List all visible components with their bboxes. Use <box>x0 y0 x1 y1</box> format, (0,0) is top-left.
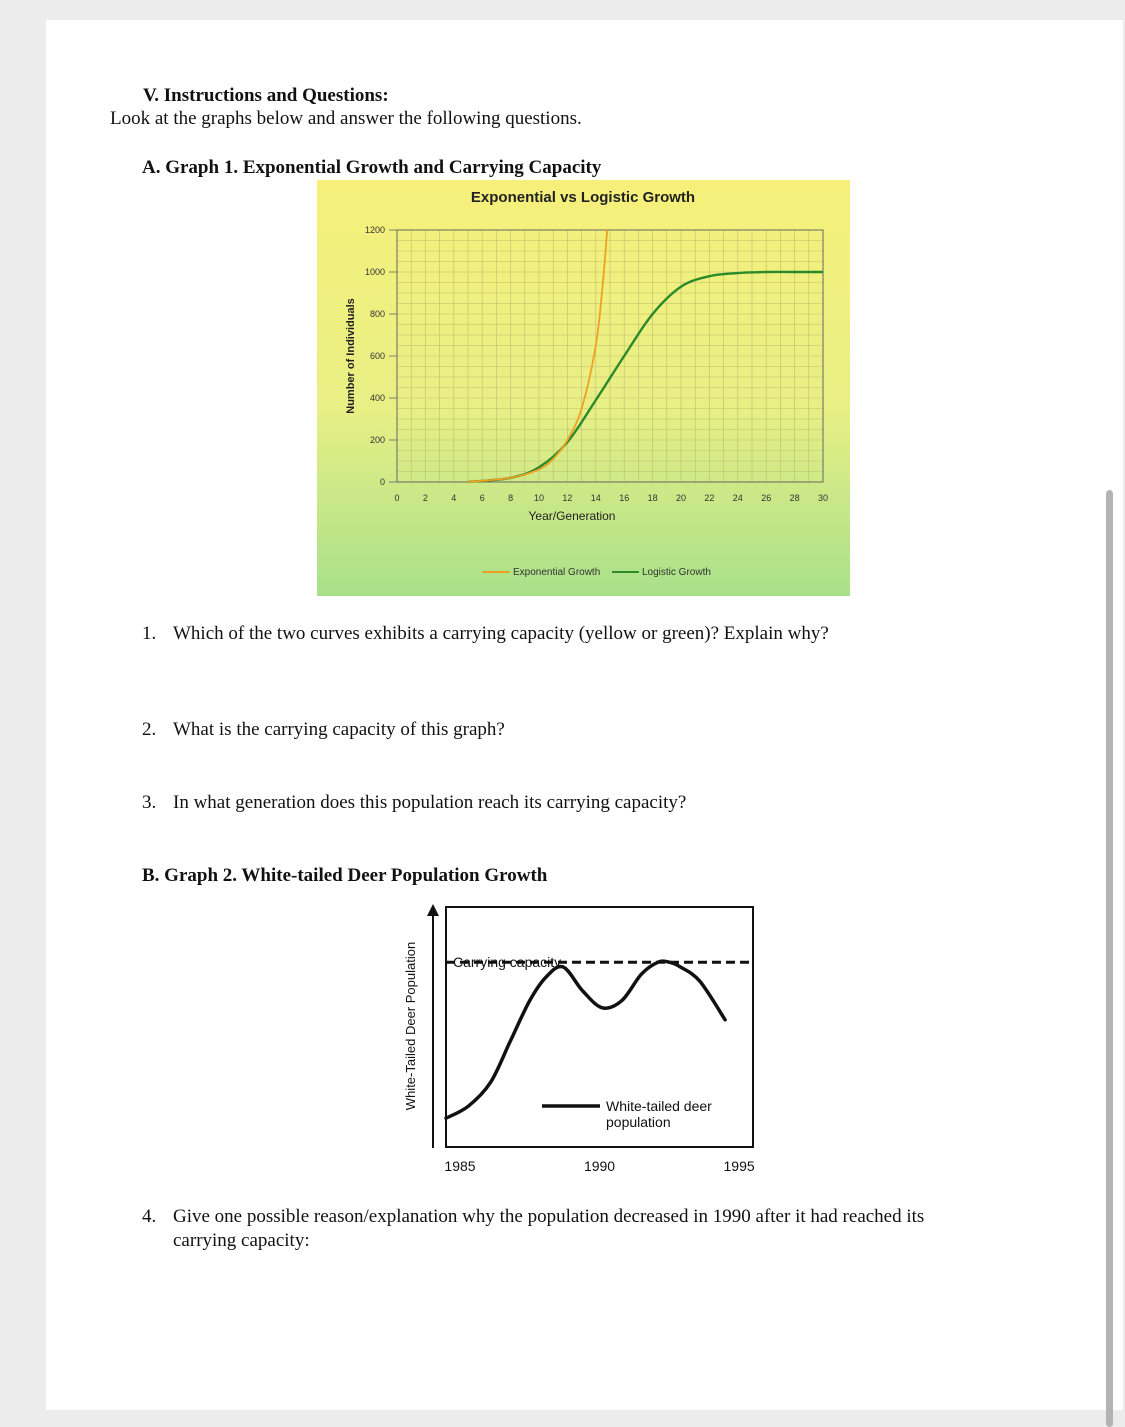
legend-line-1: White-tailed deer <box>606 1098 712 1114</box>
q1-text: Which of the two curves exhibits a carrying capacity (yellow or green)? Explain why? <box>173 623 829 644</box>
y-tick-label: 200 <box>369 435 385 445</box>
q3-number: 3. <box>142 792 157 813</box>
legend-line-2: population <box>606 1114 671 1130</box>
q2-number: 2. <box>142 719 157 740</box>
x-tick-label: 18 <box>647 493 658 503</box>
q4-number: 4. <box>142 1206 157 1227</box>
carrying-capacity-label: Carrying capacity <box>453 954 562 970</box>
q4-text-line2: carrying capacity: <box>173 1230 310 1251</box>
deer-population-chart <box>396 898 776 1183</box>
x-axis-label: Year/Generation <box>528 509 616 523</box>
x-tick-label: 22 <box>704 493 715 503</box>
x-tick-label: 1995 <box>723 1158 755 1174</box>
x-tick-label: 6 <box>479 493 485 503</box>
graph2-heading: B. Graph 2. White-tailed Deer Population Growth <box>142 865 548 886</box>
x-tick-label: 26 <box>761 493 772 503</box>
chart-legend <box>482 567 711 578</box>
y-tick-label: 600 <box>369 351 385 361</box>
legend-label-exponential: Exponential Growth <box>513 567 601 578</box>
vertical-scrollbar[interactable] <box>1106 490 1113 1427</box>
x-tick-label: 16 <box>619 493 630 503</box>
x-tick-label: 14 <box>590 493 601 503</box>
graph1-heading: A. Graph 1. Exponential Growth and Carrying Capacity <box>142 157 602 178</box>
x-tick-label: 20 <box>675 493 687 503</box>
y-axis-arrowhead <box>427 904 439 916</box>
y-axis-label: Number of Individuals <box>345 298 357 414</box>
x-tick-label: 1985 <box>444 1158 476 1174</box>
x-tick-label: 30 <box>817 493 829 503</box>
x-tick-label: 4 <box>451 493 457 503</box>
q4-text-line1: Give one possible reason/explanation why the population decreased in 1990 after it had reached its <box>173 1206 925 1227</box>
y-tick-label: 800 <box>369 309 385 319</box>
x-tick-label: 8 <box>508 493 514 503</box>
x-tick-label: 2 <box>422 493 428 503</box>
chart-title: Exponential vs Logistic Growth <box>470 189 696 206</box>
section-heading: V. Instructions and Questions: <box>143 85 389 106</box>
legend-label-logistic: Logistic Growth <box>642 567 711 578</box>
y-axis-label: White-Tailed Deer Population <box>403 941 418 1111</box>
x-tick-label: 10 <box>533 493 545 503</box>
q2-text: What is the carrying capacity of this graph? <box>173 719 505 740</box>
intro-text: Look at the graphs below and answer the following questions. <box>110 108 582 129</box>
q3-text: In what generation does this population reach its carrying capacity? <box>173 792 687 813</box>
x-tick-label: 24 <box>732 493 743 503</box>
y-tick-label: 1200 <box>364 225 385 235</box>
q1-number: 1. <box>142 623 157 644</box>
x-tick-label: 28 <box>789 493 800 503</box>
y-tick-label: 400 <box>369 393 385 403</box>
y-tick-label: 0 <box>379 477 385 487</box>
y-tick-label: 1000 <box>364 267 385 277</box>
x-tick-label: 0 <box>394 493 400 503</box>
x-tick-label: 1990 <box>583 1158 616 1174</box>
x-tick-label: 12 <box>562 493 573 503</box>
exponential-vs-logistic-chart <box>317 180 850 596</box>
